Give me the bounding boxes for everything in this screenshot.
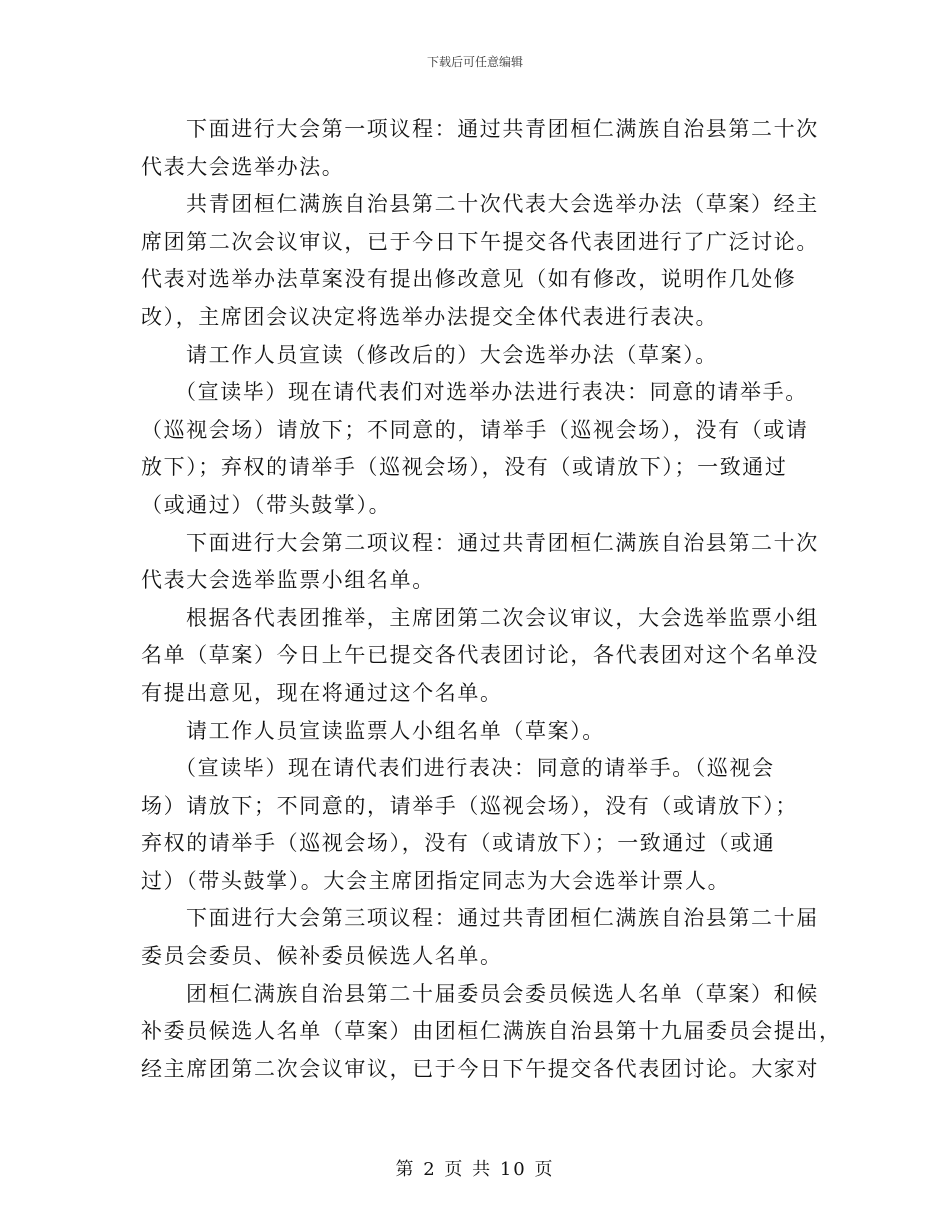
text-line: 共青团桓仁满族自治县第二十次代表大会选举办法（草案）经主 [186, 192, 819, 217]
page-number: 第 2 页 共 10 页 [395, 1159, 555, 1180]
text-line: 团桓仁满族自治县第二十届委员会委员候选人名单（草案）和候 [186, 981, 819, 1006]
text-line: 经主席团第二次会议审议，已于今日下午提交各代表团讨论。大家对 [141, 1056, 819, 1081]
text-line: （巡视会场）请放下；不同意的，请举手（巡视会场），没有（或请 [141, 417, 809, 442]
text-line: 代表大会选举监票小组名单。 [141, 568, 435, 593]
text-line: 委员会委员、候补委员候选人名单。 [141, 944, 503, 969]
text-line: 根据各代表团推举，主席团第二次会议审议，大会选举监票小组 [186, 605, 819, 630]
text-line: 席团第二次会议审议，已于今日下午提交各代表团进行了广泛讨论。 [141, 229, 819, 254]
text-line: 改），主席团会议决定将选举办法提交全体代表进行表决。 [141, 304, 719, 329]
text-line: 场）请放下；不同意的，请举手（巡视会场），没有（或请放下）； [141, 793, 798, 818]
text-line: 弃权的请举手（巡视会场），没有（或请放下）；一致通过（或通 [141, 831, 776, 856]
text-line: 放下）；弃权的请举手（巡视会场），没有（或请放下）；一致通过 [141, 455, 788, 480]
text-line: 过）（带头鼓掌）。大会主席团指定同志为大会选举计票人。 [141, 868, 731, 893]
text-line: 请工作人员宣读监票人小组名单（草案）。 [186, 718, 605, 743]
text-line: （宣读毕）现在请代表们进行表决：同意的请举手。（巡视会 [175, 756, 775, 781]
text-line: 下面进行大会第三项议程：通过共青团桓仁满族自治县第二十届 [186, 906, 819, 931]
text-line: 代表对选举办法草案没有提出修改意见（如有修改，说明作几处修 [141, 267, 797, 292]
page-header: 下载后可任意编辑 [426, 55, 523, 69]
text-line: 名单（草案）今日上午已提交各代表团讨论，各代表团对这个名单没 [141, 643, 819, 668]
text-line: （或通过）（带头鼓掌）。 [141, 492, 392, 517]
text-line: 有提出意见，现在将通过这个名单。 [141, 680, 503, 705]
text-line: （宣读毕）现在请代表们对选举办法进行表决：同意的请举手。 [175, 380, 808, 405]
document-body [141, 111, 842, 1088]
text-line: 请工作人员宣读（修改后的）大会选举办法（草案）。 [186, 342, 718, 367]
text-line: 代表大会选举办法。 [141, 154, 345, 179]
text-line: 下面进行大会第一项议程：通过共青团桓仁满族自治县第二十次 [186, 117, 819, 141]
text-line: 下面进行大会第二项议程：通过共青团桓仁满族自治县第二十次 [186, 530, 819, 555]
text-line: 补委员候选人名单（草案）由团桓仁满族自治县第十九届委员会提出， [141, 1019, 842, 1044]
